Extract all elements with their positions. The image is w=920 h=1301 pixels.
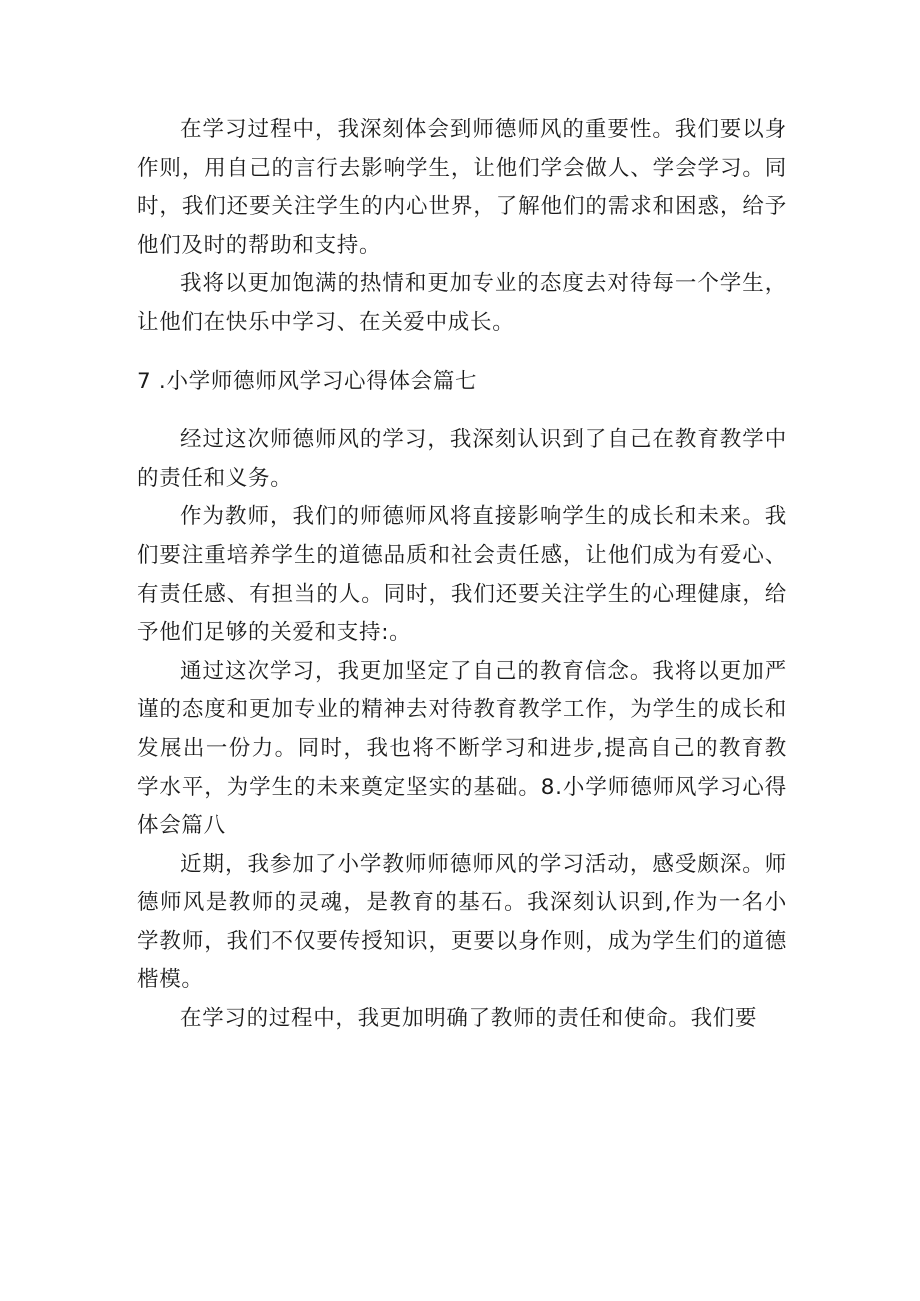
- document-body: [137, 111, 787, 1039]
- paragraph: 经过这次师德师风的学习，我深刻认识到了自己在教育教学中的责任和义务。: [137, 427, 787, 491]
- paragraph: 在学习过程中，我深刻体会到师德师风的重要性。我们要以身作则，用自己的言行去影响学生，让他们学会做人、学会学习。同时，我们还要关注学生的内心世界，了解他们的需求和困惑，给予他们及时的帮助和支持。: [137, 117, 787, 258]
- section-heading: 7 .小学师德师风学习心得体会篇七: [137, 368, 478, 394]
- paragraph: 我将以更加饱满的热情和更加专业的态度去对待每一个学生，让他们在快乐中学习、在关爱中成长。: [137, 271, 787, 335]
- paragraph: 近期，我参加了小学教师师德师风的学习活动，感受颇深。师德师风是教师的灵魂，是教育的基石。我深刻认识到,作为一名小学教师，我们不仅要传授知识，更要以身作则，成为学生们的道德楷模。: [137, 851, 787, 993]
- paragraph: 通过这次学习，我更加坚定了自己的教育信念。我将以更加严谨的态度和更加专业的精神去对待教育教学工作，为学生的成长和发展出一份力。同时，我也将不断学习和进步,提高自己的教育教学水平，为学生的未来奠定坚实的基础。8.小学师德师风学习心得体会篇八: [137, 658, 787, 839]
- paragraph: 在学习的过程中，我更加明确了教师的责任和使命。我们要: [180, 1006, 758, 1032]
- paragraph: 作为教师，我们的师德师风将直接影响学生的成长和未来。我们要注重培养学生的道德品质和社会责任感，让他们成为有爱心、有责任感、有担当的人。同时，我们还要关注学生的心理健康，给予他们足够的关爱和支持:。: [137, 504, 787, 646]
